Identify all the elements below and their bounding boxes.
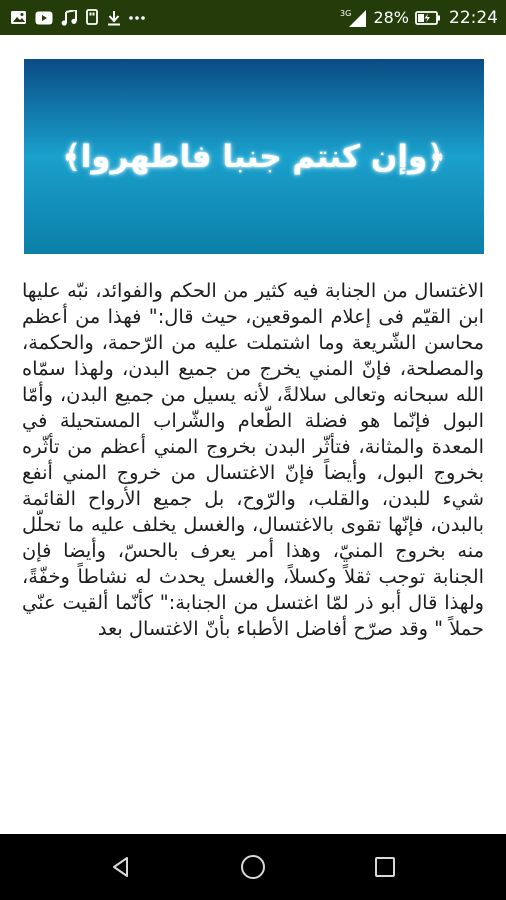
recents-square-icon [374,856,396,878]
gallery-icon [10,10,27,25]
signal-icon [339,8,367,28]
notification-area [10,9,153,27]
battery-percent: 28% [373,8,409,27]
youtube-icon [35,11,53,25]
navigation-bar [0,834,506,900]
status-bar [0,0,506,35]
download-icon [107,10,121,26]
more-icon [129,15,145,21]
music-icon [61,10,77,26]
home-circle-icon [240,854,266,880]
verse-banner [24,59,484,254]
usb-icon [85,9,99,27]
clock: 22:24 [449,7,498,28]
verse-title: ﴿وإن كنتم جنبا فاطهروا﴾ [62,138,446,175]
signal-type-label: 3G [340,8,352,18]
home-button[interactable] [223,837,283,897]
system-icons [339,8,498,28]
back-triangle-icon [109,855,133,879]
article-text: الاغتسال من الجنابة فيه كثير من الحكم والفوائد، نبّه عليها ابن القيّم فى إعلام الموقعين، حيث قال:" فهذا من أعظم محاسن الشّريعة وما اشتملت عليه من الرّحمة، والحكمة، والمصلحة، فإنّ المني يخرج من جميع البدن، ولهذا سمّاه الله سبحانه وتعالى سلالةً، لأنه يسيل من جميع البدن، وأمّا البول فإنّما هو فضلة الطّعام والشّراب المستحيلة في المعدة والمثانة، فتأثّر البدن بخروج المني أعظم من تأثّره بخروج البول، وأيضاً فإنّ الاغتسال من خروج المني أنفع شيء للبدن، والقلب، والرّوح، بل جميع الأرواح القائمة بالبدن، فإنّها تقوى بالاغتسال، والغسل يخلف عليه ما تحلّل منه بخروج المنيّ، وهذا أمر يعرف بالحسّ، وأيضا فإن الجنابة توجب ثقلاً وكسلاً، والغسل يحدث له نشاطاً وخفّةً، ولهذا قال أبو ذر لمّا اغتسل من الجنابة:" كأنّما ألقيت عنّي حملاً " وقد صرّح أفاضل الأطباء بأنّ الاغتسال بعد [22,279,484,640]
battery-charging-icon [415,11,441,25]
back-button[interactable] [91,837,151,897]
recents-button[interactable] [355,837,415,897]
